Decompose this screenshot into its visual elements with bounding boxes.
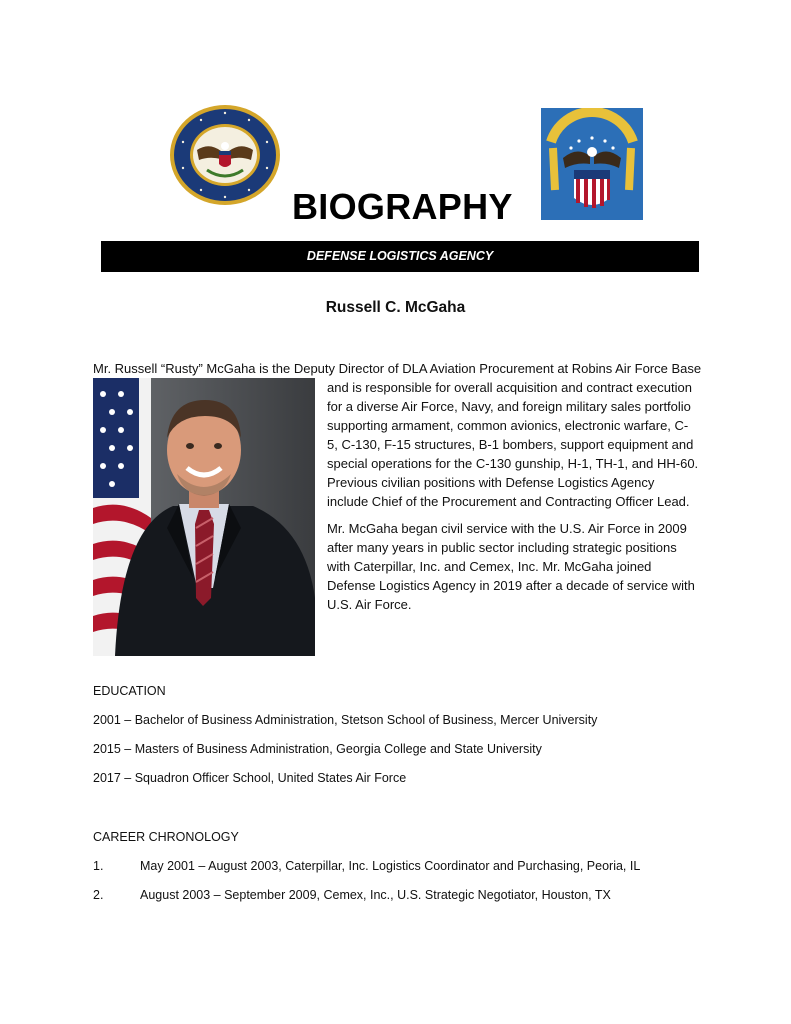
career-item-text: May 2001 – August 2003, Caterpillar, Inc. Logistics Coordinator and Purchasing, Peoria, IL — [140, 859, 641, 873]
career-item-number: 1. — [93, 859, 104, 873]
career-item-text: August 2003 – September 2009, Cemex, Inc., U.S. Strategic Negotiator, Houston, TX — [140, 888, 611, 902]
person-name: Russell C. McGaha — [325, 299, 466, 316]
career-chronology-heading: CAREER CHRONOLOGY — [93, 830, 239, 844]
page-title: BIOGRAPHY — [292, 186, 513, 227]
career-item — [93, 857, 640, 875]
education-item: 2017 – Squadron Officer School, United States Air Force — [93, 771, 407, 785]
education-heading: EDUCATION — [93, 684, 166, 698]
career-item-number: 2. — [93, 888, 104, 902]
portrait-photo — [93, 378, 315, 656]
education-item: 2015 – Masters of Business Administration, Georgia College and State University — [93, 742, 542, 756]
education-item: 2001 – Bachelor of Business Administration, Stetson School of Business, Mercer University — [93, 713, 598, 727]
bio-intro-line: Mr. Russell “Rusty” McGaha is the Deputy Director of DLA Aviation Procurement at Robins Air Force Base — [93, 361, 702, 376]
bio-paragraph-2: Mr. McGaha began civil service with the U.S. Air Force in 2009 after many years in public sector including strategic positions with Caterpillar, Inc. and Cemex, Inc. Mr. McGaha joined Defense Logistics Agency in 2019 after a decade of service with U.S. Air Force. — [327, 521, 695, 612]
bio-paragraph-1: and is responsible for overall acquisition and contract execution for a diverse Air Force, Navy, and foreign military sales portfolio supporting armament, common avionics, electronic warfare, C-5, C-130, F-15 structures, B-1 bombers, support equipment and special operations for the C-130 gunship, H-1, TH-1, and HH-60. Previous civilian positions with Defense Logistics Agency include Chief of the Procurement and Contracting Officer Lead. — [327, 380, 699, 509]
defense-logistics-agency-logo — [541, 108, 643, 220]
agency-banner: DEFENSE LOGISTICS AGENCY — [101, 241, 699, 272]
department-of-defense-seal — [169, 104, 281, 206]
career-item — [93, 886, 611, 904]
